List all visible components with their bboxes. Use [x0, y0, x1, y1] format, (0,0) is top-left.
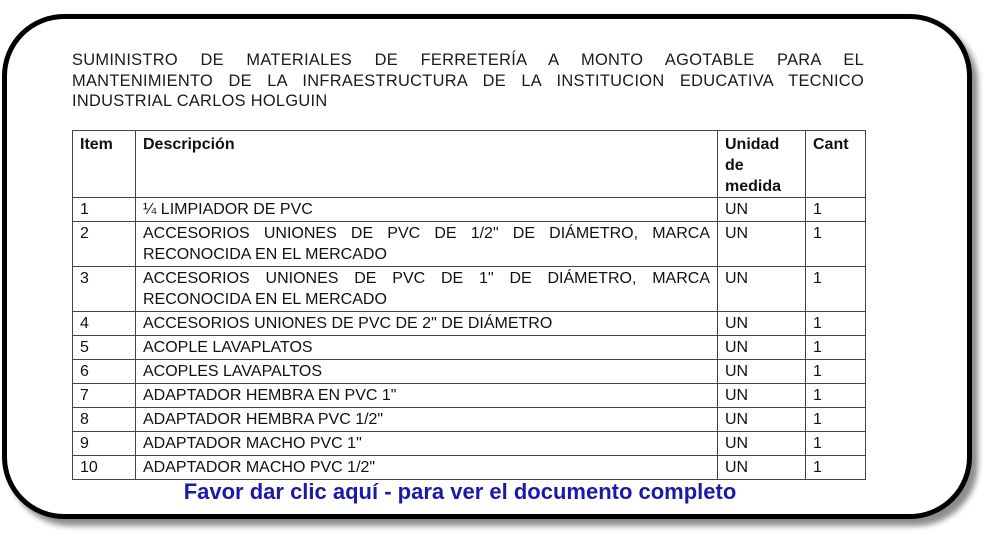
materials-table-viewport [72, 130, 865, 476]
cell-unit: UN [718, 384, 806, 408]
cell-item: 2 [73, 222, 136, 267]
cell-unit: UN [718, 198, 806, 222]
cell-description: ACOPLE LAVAPLATOS [136, 336, 718, 360]
cell-quantity: 1 [806, 432, 866, 456]
cell-description: ACOPLES LAVAPALTOS [136, 360, 718, 384]
cell-description: ¼ LIMPIADOR DE PVC [136, 198, 718, 222]
cell-description: ADAPTADOR MACHO PVC 1/2" [136, 456, 718, 480]
cell-item: 6 [73, 360, 136, 384]
header-description: Descripción [136, 131, 718, 198]
cell-unit: UN [718, 456, 806, 480]
table-row [73, 336, 866, 360]
cell-unit: UN [718, 312, 806, 336]
cell-item: 9 [73, 432, 136, 456]
cell-item: 10 [73, 456, 136, 480]
table-row [73, 456, 866, 480]
cell-unit: UN [718, 432, 806, 456]
cell-description: ACCESORIOS UNIONES DE PVC DE 2" DE DIÁMETRO [136, 312, 718, 336]
title-line-3: INDUSTRIAL CARLOS HOLGUIN [72, 92, 328, 110]
cell-quantity: 1 [806, 384, 866, 408]
cell-item: 5 [73, 336, 136, 360]
cell-item: 4 [73, 312, 136, 336]
cell-quantity: 1 [806, 267, 866, 312]
cell-quantity: 1 [806, 456, 866, 480]
cell-unit: UN [718, 222, 806, 267]
cell-unit: UN [718, 336, 806, 360]
cell-description: ADAPTADOR HEMBRA PVC 1/2" [136, 408, 718, 432]
cell-quantity: 1 [806, 360, 866, 384]
cell-unit: UN [718, 267, 806, 312]
table-row [73, 198, 866, 222]
table-row [73, 222, 866, 267]
cell-quantity: 1 [806, 408, 866, 432]
cell-description: ADAPTADOR HEMBRA EN PVC 1" [136, 384, 718, 408]
cell-description: ACCESORIOS UNIONES DE PVC DE 1/2" DE DIÁMETRO, MARCA RECONOCIDA EN EL MERCADO [136, 222, 718, 267]
cell-description: ACCESORIOS UNIONES DE PVC DE 1" DE DIÁMETRO, MARCA RECONOCIDA EN EL MERCADO [136, 267, 718, 312]
table-row [73, 384, 866, 408]
cell-unit: UN [718, 408, 806, 432]
cell-item: 8 [73, 408, 136, 432]
header-item: Item [73, 131, 136, 198]
table-header-row [73, 131, 866, 198]
header-unit: Unidad de medida [718, 131, 806, 198]
cell-quantity: 1 [806, 222, 866, 267]
cell-quantity: 1 [806, 336, 866, 360]
cell-item: 3 [73, 267, 136, 312]
cell-item: 7 [73, 384, 136, 408]
cell-unit: UN [718, 360, 806, 384]
title-line-1: SUMINISTRO DE MATERIALES DE FERRETERÍA A MONTO AGOTABLE PARA EL [72, 51, 864, 69]
cell-item: 1 [73, 198, 136, 222]
cell-quantity: 1 [806, 312, 866, 336]
document-title [72, 50, 864, 112]
view-full-document-link[interactable] [0, 479, 988, 505]
header-quantity: Cant [806, 131, 866, 198]
table-row [73, 267, 866, 312]
cta-label: Favor dar clic aquí - para ver el documento completo [183, 479, 737, 504]
table-row [73, 432, 866, 456]
cell-quantity: 1 [806, 198, 866, 222]
table-row [73, 408, 866, 432]
table-row [73, 360, 866, 384]
table-row [73, 312, 866, 336]
materials-table [72, 130, 866, 480]
cell-description: ADAPTADOR MACHO PVC 1" [136, 432, 718, 456]
title-line-2: MANTENIMIENTO DE LA INFRAESTRUCTURA DE LA INSTITUCION EDUCATIVA TECNICO [72, 71, 864, 90]
